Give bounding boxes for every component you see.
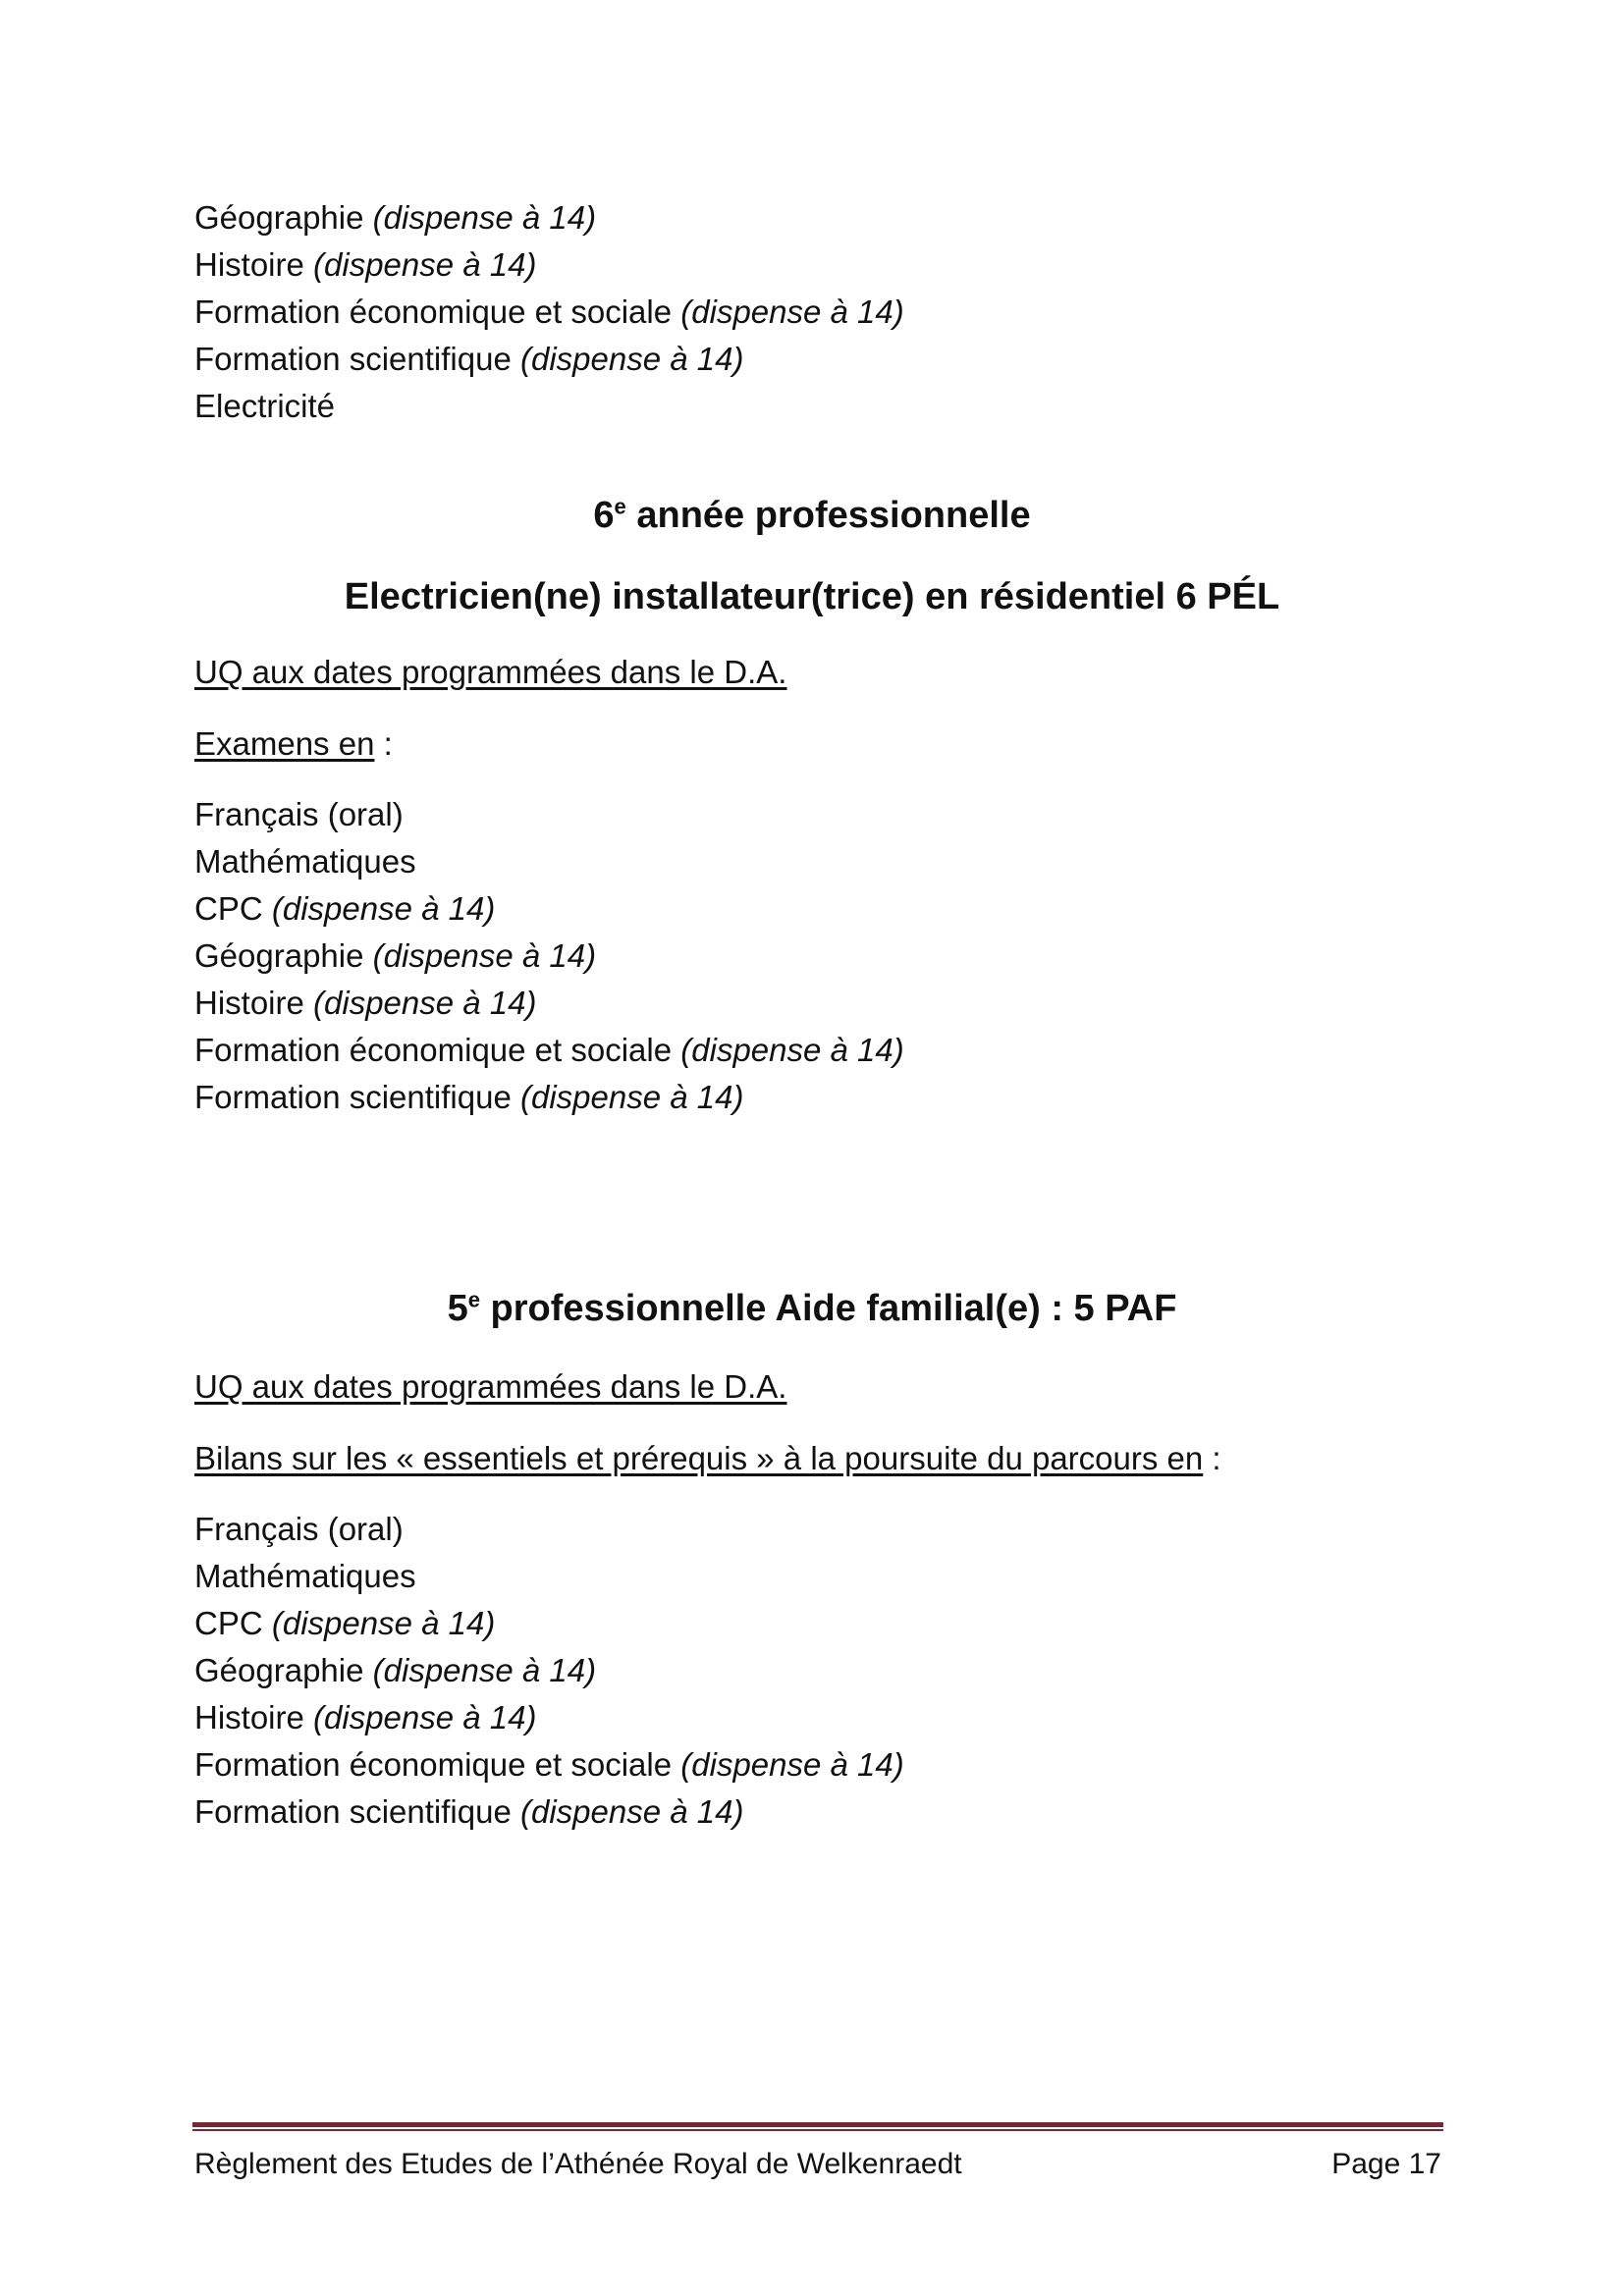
list-item: Formation économique et sociale (dispense à 14)	[194, 1746, 904, 1783]
list-item: Géographie (dispense à 14)	[194, 1652, 597, 1688]
section2-title: 5e professionnelle Aide familial(e) : 5 PAF	[447, 1287, 1177, 1329]
list-item: CPC (dispense à 14)	[194, 1605, 496, 1641]
list-item: Formation scientifique (dispense à 14)	[194, 1793, 744, 1830]
list-item: Formation scientifique (dispense à 14)	[194, 1079, 744, 1115]
list-item: Histoire (dispense à 14)	[194, 985, 537, 1021]
footer-divider	[192, 2122, 1443, 2133]
footer-page-number: Page 17	[1331, 2148, 1441, 2180]
section1-exams-label: Examens en :	[194, 725, 393, 762]
list-item: Français (oral)	[194, 796, 404, 832]
list-item: Histoire (dispense à 14)	[194, 1699, 537, 1735]
list-item: Mathématiques	[194, 843, 416, 880]
footer-divider-thick	[192, 2122, 1443, 2127]
section2-uq-text: UQ aux dates programmées dans le D.A.	[194, 1368, 787, 1405]
list-item: Mathématiques	[194, 1558, 416, 1594]
section1-subject-list	[194, 791, 1441, 1121]
section2-subject-list	[194, 1506, 1441, 1836]
section1-subtitle: Electricien(ne) installateur(trice) en résidentiel 6 PÉL	[344, 576, 1280, 617]
section1-uq-text: UQ aux dates programmées dans le D.A.	[194, 654, 787, 690]
list-item: Formation économique et sociale (dispense à 14)	[194, 294, 904, 330]
list-item: Français (oral)	[194, 1511, 404, 1547]
list-item: Formation scientifique (dispense à 14)	[194, 341, 744, 377]
footer-divider-thin	[192, 2129, 1443, 2131]
list-item: Formation économique et sociale (dispense à 14)	[194, 1032, 904, 1068]
footer-document-title: Règlement des Etudes de l’Athénée Royal de Welkenraedt	[194, 2148, 962, 2180]
list-item: Géographie (dispense à 14)	[194, 937, 597, 974]
list-item: Electricité	[194, 388, 336, 424]
section1-title: 6e année professionnelle	[593, 494, 1031, 536]
list-item: Géographie (dispense à 14)	[194, 199, 597, 236]
top-subject-list	[194, 194, 1441, 430]
list-item: CPC (dispense à 14)	[194, 890, 496, 927]
section2-bilans-label: Bilans sur les « essentiels et prérequis » à la poursuite du parcours en :	[194, 1440, 1221, 1476]
list-item: Histoire (dispense à 14)	[194, 246, 537, 283]
